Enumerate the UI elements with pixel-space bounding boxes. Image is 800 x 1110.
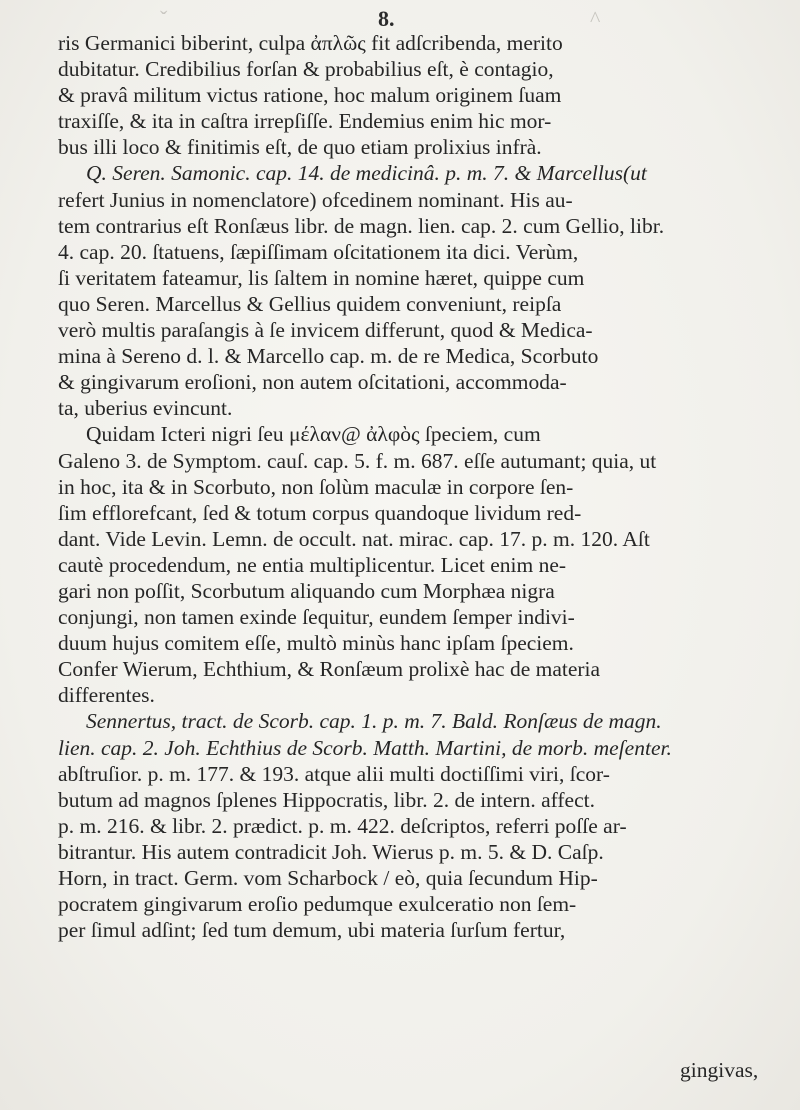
text-line: 4. cap. 20. ſtatuens, ſæpiſſimam oſcitationem ita dici. Verùm, [58,239,579,264]
text-line: bus illi loco & finitimis eſt, de quo etiam prolixius infrà. [58,135,542,160]
text-line: differentes. [58,683,155,708]
text-line: & pravâ militum victus ratione, hoc malum originem ſuam [58,83,562,108]
text-line: duum hujus comitem eſſe, multò minùs hanc ipſam ſpeciem. [58,631,574,656]
page-number: 8. [378,6,395,31]
text-line: butum ad magnos ſplenes Hippocratis, libr. 2. de intern. affect. [58,787,595,812]
text-line: abſtruſior. p. m. 177. & 193. atque alii multi doctiſſimi viri, ſcor- [58,761,610,786]
text-line: & gingivarum eroſioni, non autem oſcitationi, accommoda- [58,370,567,395]
text-line: lien. cap. 2. Joh. Echthius de Scorb. Matth. Martini, de morb. meſenter. [58,735,672,760]
text-line: Horn, in tract. Germ. vom Scharbock / eò, quia ſecundum Hip- [58,866,598,890]
text-line: ſi veritatem fateamur, lis ſaltem in nomine hæret, quippe cum [58,265,585,290]
text-line: ta, uberius evincunt. [58,396,233,421]
text-line: traxiſſe, & ita in caſtra irrepſiſſe. Endemius enim hic mor- [58,109,552,134]
catchword: gingivas, [680,1058,759,1082]
text-line: ſim efflorefcant, ſed & totum corpus quandoque lividum red- [58,500,582,525]
show-through-mark: ^ [590,6,601,31]
text-line: ris Germanici biberint, culpa ἀπλῶς fit adſcribenda, merito [58,31,563,55]
text-line: verò multis paraſangis à ſe invicem differunt, quod & Medica- [58,318,593,343]
body-text [58,30,778,943]
text-line: Q. Seren. Samonic. cap. 14. de medicinâ. p. m. 7. & Marcellus(ut [86,161,647,186]
text-line: mina à Sereno d. l. & Marcello cap. m. de re Medica, Scorbuto [58,344,599,369]
text-line: Sennertus, tract. de Scorb. cap. 1. p. m. 7. Bald. Ronſæus de magn. [86,709,662,734]
text-line: conjungi, non tamen exinde ſequitur, eundem ſemper indivi- [58,605,575,630]
text-line: Quidam Icteri nigri ſeu μέλαν@ ἀλφὸς ſpeciem, cum [86,422,541,447]
show-through-mark: ˇ [160,6,168,31]
text-line: refert Junius in nomenclatore) ofcedinem nominant. His au- [58,187,573,212]
text-line: bitrantur. His autem contradicit Joh. Wierus p. m. 5. & D. Caſp. [58,839,604,864]
text-line: cautè procedendum, ne entia multiplicentur. Licet enim ne- [58,552,567,577]
text-line: in hoc, ita & in Scorbuto, non ſolùm maculæ in corpore ſen- [58,474,574,499]
text-line: Confer Wierum, Echthium, & Ronſæum prolixè hac de materia [58,657,601,682]
text-line: dant. Vide Levin. Lemn. de occult. nat. mirac. cap. 17. p. m. 120. Aſt [58,526,650,551]
text-line: tem contrarius eſt Ronſæus libr. de magn. lien. cap. 2. cum Gellio, libr. [58,213,665,238]
text-line: Galeno 3. de Symptom. cauſ. cap. 5. f. m. 687. eſſe autumant; quia, ut [58,448,657,473]
text-line: p. m. 216. & libr. 2. prædict. p. m. 422. deſcriptos, referri poſſe ar- [58,813,627,838]
text-line: gari non poſſit, Scorbutum aliquando cum Morphæa nigra [58,578,555,603]
text-line: dubitatur. Credibilius forſan & probabilius eſt, è contagio, [58,57,554,82]
text-line: pocratem gingivarum eroſio pedumque exulceratio non ſem- [58,892,577,917]
text-line: quo Seren. Marcellus & Gellius quidem conveniunt, reipſa [58,291,562,316]
text-line: per ſimul adſint; ſed tum demum, ubi materia ſurſum fertur, [58,918,566,943]
